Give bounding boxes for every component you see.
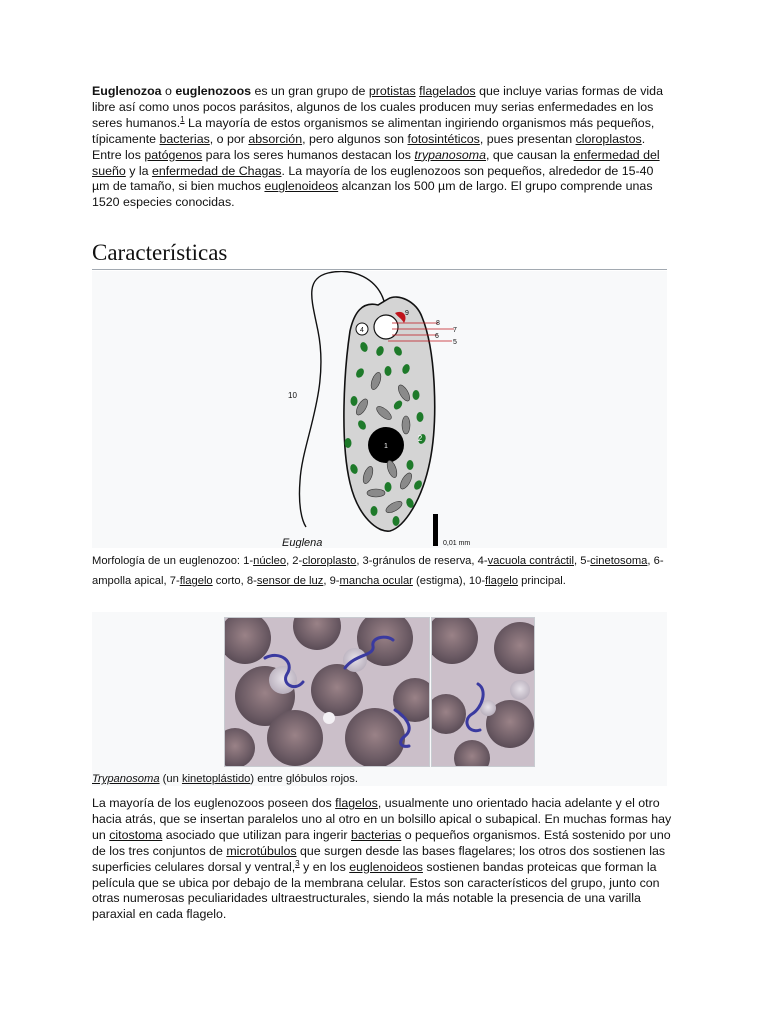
scale-bar <box>433 514 438 546</box>
label-10: 10 <box>288 391 297 400</box>
organism-label: Euglena <box>282 537 323 548</box>
link-microtubulos[interactable]: microtúbulos <box>226 843 297 858</box>
link-enfermedad-chagas[interactable]: enfermedad de Chagas <box>151 163 282 178</box>
text: , 3-gránulos de reserva, 4- <box>356 555 488 567</box>
text: Morfología de un euglenozoo: 1- <box>92 555 254 567</box>
text: sostienen bandas proteicas que forman la película que se ubica por debajo de la membrana celular. Estos son característicos del grupo, junto con otras numerosas peculiaridades ultraestructurales, siendo la más notable la presencia de una varilla paraxial en cada flagelo. <box>92 859 660 922</box>
link-fotosinteticos[interactable]: fotosintéticos <box>407 131 480 146</box>
link-flagelados[interactable]: flagelados <box>419 84 476 98</box>
text: principal. <box>518 575 566 587</box>
text: para los seres humanos destacan los <box>202 147 415 162</box>
link-protistas[interactable]: protistas <box>368 84 416 98</box>
label-1: 1 <box>384 443 388 450</box>
text: asociado que utilizan para ingerir <box>162 827 351 842</box>
text: (estigma), 10- <box>412 575 486 587</box>
link-bacterias[interactable]: bacterias <box>159 131 210 146</box>
text: , pero algunos son <box>302 131 408 146</box>
text: ) entre glóbulos rojos. <box>250 773 358 785</box>
text: es un gran grupo de <box>251 84 369 98</box>
diagram-caption <box>92 551 667 591</box>
link-patogenos[interactable]: patógenos <box>144 147 203 162</box>
link-bacterias-2[interactable]: bacterias <box>351 827 402 842</box>
body-paragraph <box>92 796 672 923</box>
trypanosoma-photo-left <box>224 617 430 767</box>
photo-figure <box>92 612 667 786</box>
link-euglenoideos-2[interactable]: euglenoideos <box>349 859 423 874</box>
text: , 2- <box>286 555 303 567</box>
text: y en los <box>299 859 350 874</box>
text: y la <box>125 163 152 178</box>
label-6: 6 <box>435 333 439 340</box>
diagram-figure <box>92 271 667 548</box>
heading-divider <box>92 269 667 270</box>
label-7: 7 <box>453 327 457 334</box>
text: , 6-ampolla apical, 7- <box>92 555 664 587</box>
link-cloroplastos[interactable]: cloroplastos <box>575 131 642 146</box>
text: , o por <box>209 131 249 146</box>
term-euglenozoa: Euglenozoa <box>92 84 162 98</box>
link-citostoma[interactable]: citostoma <box>109 827 163 842</box>
text: . Entre los <box>92 131 646 162</box>
link-flagelos[interactable]: flagelos <box>335 796 378 810</box>
link-cinetosoma[interactable]: cinetosoma <box>590 555 648 567</box>
euglena-diagram <box>92 271 667 548</box>
label-9: 9 <box>405 310 409 317</box>
label-8: 8 <box>436 320 440 327</box>
text: (un <box>159 773 182 785</box>
intro-paragraph <box>92 84 672 211</box>
reference-3[interactable]: 3 <box>295 858 300 868</box>
photo-caption <box>92 769 667 789</box>
label-2: 2 <box>417 434 423 443</box>
text: o pequeños organismos. Está sostenido por uno de los tres conjuntos de <box>92 827 671 858</box>
trypanosoma-photo-right <box>431 617 535 767</box>
link-cloroplasto[interactable]: cloroplasto <box>302 555 357 567</box>
link-trypanosoma[interactable]: trypanosoma <box>414 147 487 162</box>
text: corto, 8- <box>212 575 257 587</box>
text: . La mayoría de los euglenozoos son pequeños, alrededor de 15-40 µm de tamaño, si bien muchos <box>92 163 654 194</box>
text: , 5- <box>574 555 591 567</box>
link-enfermedad-sueno[interactable]: enfermedad del sueño <box>92 147 660 178</box>
text: o <box>161 84 176 98</box>
text: , pues presentan <box>479 131 576 146</box>
link-flagelo-principal[interactable]: flagelo <box>485 575 519 587</box>
text: , que causan la <box>486 147 574 162</box>
text: , usualmente uno orientado hacia adelante y el otro hacia atrás, que se insertan paralelos uno al otro en un bolsillo apical o subapical. En muchas formas hay un <box>92 796 672 842</box>
link-absorcion[interactable]: absorción <box>248 131 303 146</box>
link-flagelo-corto[interactable]: flagelo <box>179 575 213 587</box>
text: alcanzan los 500 µm de largo. El grupo comprende unas 1520 especies conocidas. <box>92 179 653 210</box>
link-trypanosoma-caption[interactable]: Trypanosoma <box>92 773 160 785</box>
link-mancha-ocular[interactable]: mancha ocular <box>339 575 413 587</box>
scale-label: 0,01 mm <box>443 540 471 547</box>
link-vacuola-contractil[interactable]: vacuola contráctil <box>487 555 574 567</box>
link-sensor-luz[interactable]: sensor de luz <box>256 575 324 587</box>
link-nucleo[interactable]: núcleo <box>253 555 287 567</box>
label-5: 5 <box>453 339 457 346</box>
link-euglenoideos[interactable]: euglenoideos <box>264 179 339 194</box>
term-euglenozoos: euglenozoos <box>175 84 252 98</box>
text: que incluye varias formas de vida libre así como unos pocos parásitos, algunos de los cuales producen muy serias enfermedades en los seres humanos. <box>92 84 663 130</box>
text: La mayoría de estos organismos se alimentan ingiriendo organismos más pequeños, típicamente <box>92 115 655 146</box>
label-4: 4 <box>360 327 364 334</box>
reference-1[interactable]: 1 <box>180 114 185 124</box>
text: La mayoría de los euglenozoos poseen dos <box>92 796 336 810</box>
text: , 9- <box>323 575 340 587</box>
link-kinetoplastido[interactable]: kinetoplástido <box>181 773 251 785</box>
section-heading: Características <box>92 240 228 265</box>
text: que surgen desde las bases flagelares; los otros dos sostienen las superficies celulares dorsal y ventral, <box>92 843 666 874</box>
